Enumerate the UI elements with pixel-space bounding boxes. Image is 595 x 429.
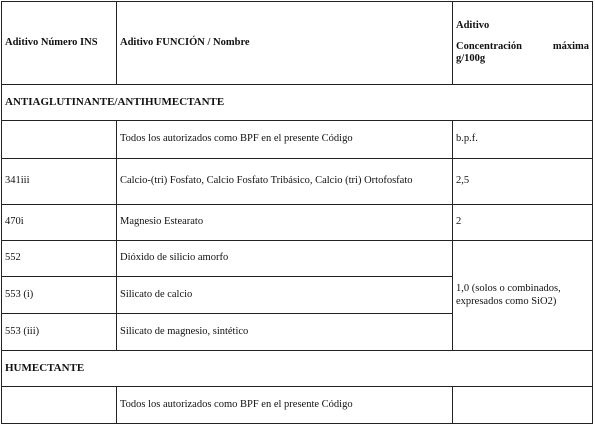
- table-row: [2, 159, 593, 205]
- cell-conc: 2: [453, 205, 593, 241]
- cell-ins: 552: [2, 241, 117, 277]
- section-row: [2, 351, 593, 387]
- table-header-row: [2, 2, 593, 85]
- cell-name: Silicato de magnesio, sintético: [117, 314, 453, 351]
- section-title: ANTIAGLUTINANTE/ANTIHUMECTANTE: [2, 85, 593, 121]
- cell-name: Todos los autorizados como BPF en el presente Código: [117, 387, 453, 424]
- table-row: [2, 241, 593, 277]
- additives-table: [1, 1, 593, 424]
- cell-ins: 470i: [2, 205, 117, 241]
- section-title: HUMECTANTE: [2, 351, 593, 387]
- table-row: [2, 387, 593, 424]
- header-conc-line3: g/100g: [456, 53, 486, 65]
- cell-ins: 341iii: [2, 159, 117, 205]
- cell-name: Todos los autorizados como BPF en el presente Código: [117, 121, 453, 159]
- cell-ins: 553 (i): [2, 277, 117, 314]
- header-conc-line2: Concentración máxima: [456, 40, 589, 52]
- cell-name: Calcio-(tri) Fosfato, Calcio Fosfato Tribásico, Calcio (tri) Ortofosfato: [117, 159, 453, 205]
- cell-ins: [2, 387, 117, 424]
- cell-conc: 2,5: [453, 159, 593, 205]
- cell-name: Dióxido de silicio amorfo: [117, 241, 453, 277]
- cell-name: Silicato de calcio: [117, 277, 453, 314]
- cell-conc: [453, 387, 593, 424]
- header-ins: Aditivo Número INS: [2, 2, 117, 85]
- cell-conc-merged: 1,0 (solos o combinados, expresados como SiO2): [453, 241, 593, 351]
- header-concentration: [453, 2, 593, 85]
- cell-ins: [2, 121, 117, 159]
- header-function: Aditivo FUNCIÓN / Nombre: [117, 2, 453, 85]
- table-row: [2, 121, 593, 159]
- section-row: [2, 85, 593, 121]
- table-row: [2, 205, 593, 241]
- header-conc-line1: Aditivo: [456, 20, 490, 32]
- cell-ins: 553 (iii): [2, 314, 117, 351]
- cell-name: Magnesio Estearato: [117, 205, 453, 241]
- cell-conc: b.p.f.: [453, 121, 593, 159]
